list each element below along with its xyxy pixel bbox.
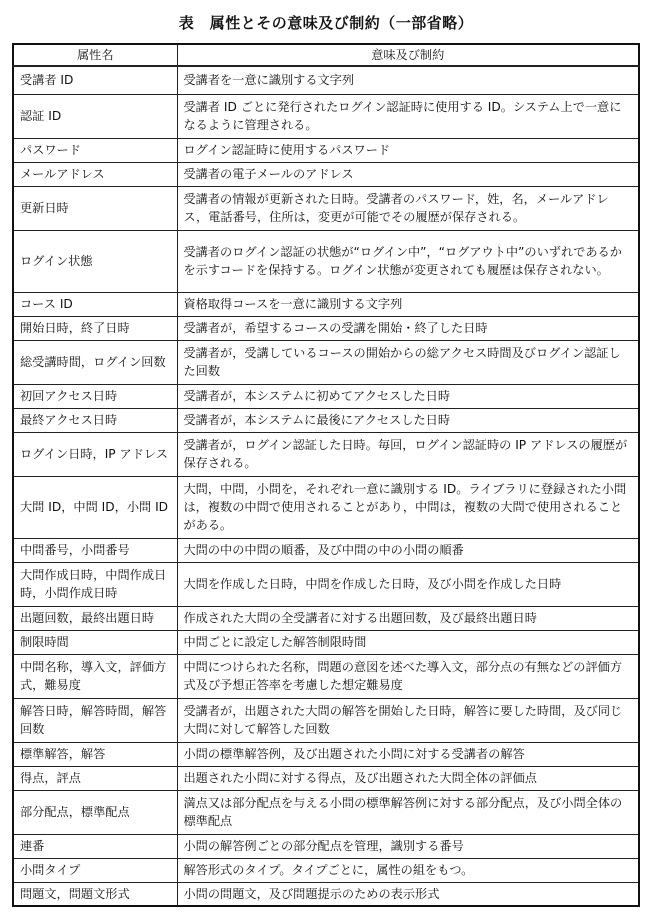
table-row — [13, 538, 639, 562]
attribute-name-cell: 最終アクセス日時 — [13, 408, 177, 432]
attribute-name-cell: 連番 — [13, 834, 177, 858]
meaning-cell: 受講者の電子メールのアドレス — [177, 162, 639, 186]
meaning-cell: 小問の問題文，及び問題提示のための表示形式 — [177, 882, 639, 906]
table-row — [13, 858, 639, 882]
table-row — [13, 834, 639, 858]
meaning-cell: 受講者が，ログイン認証した日時。毎回，ログイン認証時の IP アドレスの履歴が保存される。 — [177, 432, 639, 476]
attribute-table — [12, 43, 640, 907]
table-row — [13, 606, 639, 630]
attribute-name-cell: 得点，評点 — [13, 766, 177, 790]
table-row — [13, 340, 639, 384]
attribute-name-cell: 大問作成日時，中問作成日時，小問作成日時 — [13, 562, 177, 606]
table-row — [13, 790, 639, 834]
attribute-name-cell: 問題文，問題文形式 — [13, 882, 177, 906]
table-row — [13, 230, 639, 292]
meaning-cell: 満点又は部分配点を与える小問の標準解答例に対する部分配点，及び小問全体の標準配点 — [177, 790, 639, 834]
attribute-name-cell: 部分配点，標準配点 — [13, 790, 177, 834]
attribute-name-cell: 認証 ID — [13, 94, 177, 138]
meaning-cell: 小問の解答例ごとの部分配点を管理，識別する番号 — [177, 834, 639, 858]
table-row — [13, 630, 639, 654]
meaning-cell: 大問を作成した日時，中問を作成した日時，及び小問を作成した日時 — [177, 562, 639, 606]
table-row — [13, 432, 639, 476]
attribute-name-cell: 出題回数，最終出題日時 — [13, 606, 177, 630]
meaning-cell: ログイン認証時に使用するパスワード — [177, 138, 639, 162]
meaning-cell: 作成された大問の全受講者に対する出題回数，及び最終出題日時 — [177, 606, 639, 630]
meaning-cell: 受講者を一意に識別する文字列 — [177, 66, 639, 94]
attribute-name-cell: コース ID — [13, 292, 177, 316]
meaning-cell: 受講者が，本システムに初めてアクセスした日時 — [177, 384, 639, 408]
meaning-cell: 受講者が，出題された大問の解答を開始した日時，解答に要した時間，及び同じ大問に対して解答した回数 — [177, 698, 639, 742]
meaning-cell: 出題された小問に対する得点，及び出題された大問全体の評価点 — [177, 766, 639, 790]
table-row — [13, 654, 639, 698]
attribute-name-cell: 総受講時間，ログイン回数 — [13, 340, 177, 384]
meaning-cell: 受講者が，本システムに最後にアクセスした日時 — [177, 408, 639, 432]
attribute-name-cell: 小問タイプ — [13, 858, 177, 882]
table-row — [13, 186, 639, 230]
table-row — [13, 476, 639, 538]
table-title: 表 属性とその意味及び制約（一部省略） — [178, 14, 474, 32]
table-row — [13, 882, 639, 906]
attribute-name-cell: パスワード — [13, 138, 177, 162]
attribute-name-cell: 更新日時 — [13, 186, 177, 230]
table-row — [13, 408, 639, 432]
header-row — [13, 44, 639, 66]
table-row — [13, 766, 639, 790]
meaning-cell: 受講者のログイン認証の状態が“ログイン中”，“ログアウト中”のいずれであるかを示すコードを保持する。ログイン状態が変更されても履歴は保存されない。 — [177, 230, 639, 292]
meaning-cell: 資格取得コースを一意に識別する文字列 — [177, 292, 639, 316]
meaning-cell: 受講者が，希望するコースの受講を開始・終了した日時 — [177, 316, 639, 340]
attribute-name-cell: 受講者 ID — [13, 66, 177, 94]
table-row — [13, 162, 639, 186]
table-row — [13, 562, 639, 606]
attribute-name-cell: 標準解答，解答 — [13, 742, 177, 766]
attribute-name-cell: 制限時間 — [13, 630, 177, 654]
meaning-cell: 中問につけられた名称，問題の意図を述べた導入文，部分点の有無などの評価方式及び予想正答率を考慮した想定難易度 — [177, 654, 639, 698]
header-attribute-name: 属性名 — [13, 44, 177, 66]
meaning-cell: 受講者が，受講しているコースの開始からの総アクセス時間及びログイン認証した回数 — [177, 340, 639, 384]
table-row — [13, 292, 639, 316]
table-row — [13, 384, 639, 408]
attribute-name-cell: メールアドレス — [13, 162, 177, 186]
meaning-cell: 受講者 ID ごとに発行されたログイン認証時に使用する ID。システム上で一意になるように管理される。 — [177, 94, 639, 138]
table-row — [13, 66, 639, 94]
header-meaning: 意味及び制約 — [177, 44, 639, 66]
meaning-cell: 中問ごとに設定した解答制限時間 — [177, 630, 639, 654]
meaning-cell: 小問の標準解答例，及び出題された小問に対する受講者の解答 — [177, 742, 639, 766]
attribute-name-cell: 中問名称，導入文，評価方式，難易度 — [13, 654, 177, 698]
attribute-name-cell: 開始日時，終了日時 — [13, 316, 177, 340]
meaning-cell: 解答形式のタイプ。タイプごとに，属性の組をもつ。 — [177, 858, 639, 882]
attribute-name-cell: 初回アクセス日時 — [13, 384, 177, 408]
attribute-name-cell: 大問 ID，中問 ID，小問 ID — [13, 476, 177, 538]
meaning-cell: 受講者の情報が更新された日時。受講者のパスワード，姓，名，メールアドレス，電話番号，住所は，変更が可能でその履歴が保存される。 — [177, 186, 639, 230]
attribute-name-cell: ログイン状態 — [13, 230, 177, 292]
table-row — [13, 316, 639, 340]
table-row — [13, 742, 639, 766]
attribute-name-cell: 中問番号，小問番号 — [13, 538, 177, 562]
attribute-name-cell: ログイン日時，IP アドレス — [13, 432, 177, 476]
attribute-name-cell: 解答日時，解答時間，解答回数 — [13, 698, 177, 742]
meaning-cell: 大問，中問，小問を，それぞれ一意に識別する ID。ライブラリに登録された小問は，複数の中問で使用されることがあり，中問は，複数の大問で使用されることがある。 — [177, 476, 639, 538]
table-row — [13, 698, 639, 742]
table-row — [13, 138, 639, 162]
table-row — [13, 94, 639, 138]
meaning-cell: 大問の中の中問の順番，及び中問の中の小問の順番 — [177, 538, 639, 562]
